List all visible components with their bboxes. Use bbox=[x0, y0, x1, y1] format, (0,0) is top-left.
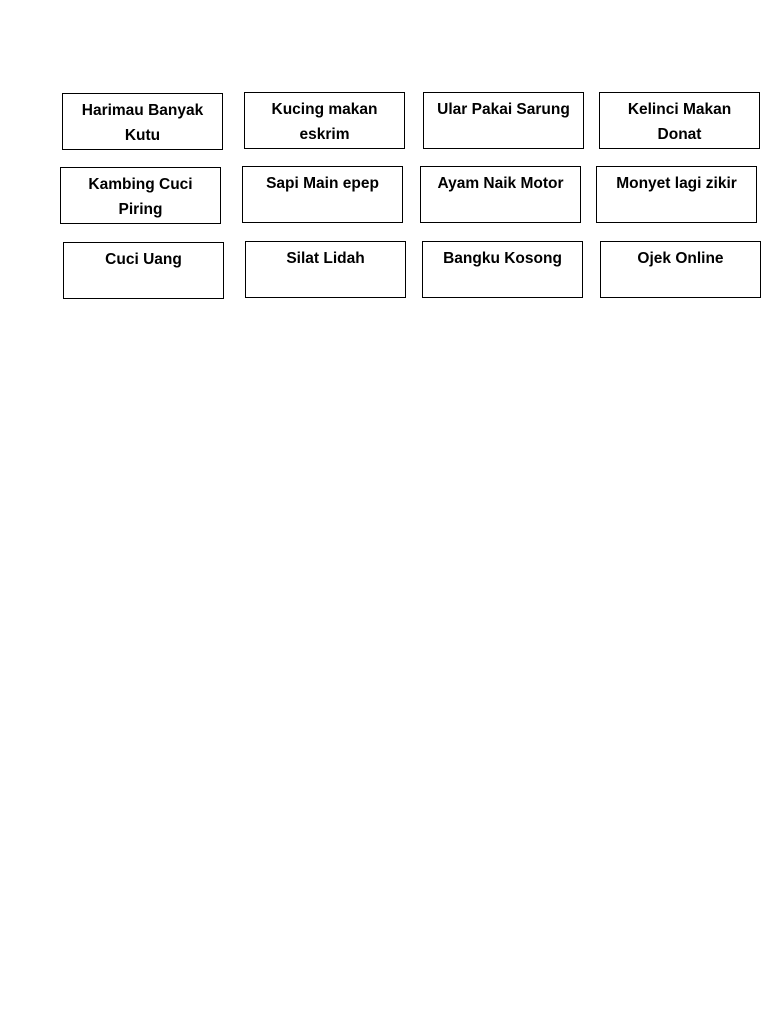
word-card-label: Kucing makan eskrim bbox=[271, 101, 378, 143]
word-card-label: Sapi Main epep bbox=[266, 175, 379, 192]
word-card-ular-pakai-sarung bbox=[423, 92, 584, 149]
word-card-kucing-makan-eskrim bbox=[244, 92, 405, 149]
word-card-label: Monyet lagi zikir bbox=[616, 175, 737, 192]
word-card-kambing-cuci-piring bbox=[60, 167, 221, 224]
word-card-monyet-lagi-zikir bbox=[596, 166, 757, 223]
word-card-label: Harimau Banyak Kutu bbox=[81, 102, 204, 144]
word-card-label: Ayam Naik Motor bbox=[437, 175, 564, 192]
word-card-cuci-uang bbox=[63, 242, 224, 299]
word-card-label: Silat Lidah bbox=[286, 250, 365, 267]
word-card-bangku-kosong bbox=[422, 241, 583, 298]
word-card-ojek-online bbox=[600, 241, 761, 298]
word-card-label: Ular Pakai Sarung bbox=[437, 101, 570, 118]
word-card-label: Cuci Uang bbox=[105, 251, 182, 268]
word-card-kelinci-makan-donat bbox=[599, 92, 760, 149]
word-card-label: Kelinci Makan Donat bbox=[627, 101, 732, 143]
word-card-ayam-naik-motor bbox=[420, 166, 581, 223]
word-card-harimau-banyak-kutu bbox=[62, 93, 223, 150]
word-card-sapi-main-epep bbox=[242, 166, 403, 223]
word-card-silat-lidah bbox=[245, 241, 406, 298]
word-card-label: Bangku Kosong bbox=[443, 250, 562, 267]
word-card-label: Kambing Cuci Piring bbox=[88, 176, 193, 218]
word-card-label: Ojek Online bbox=[637, 250, 724, 267]
